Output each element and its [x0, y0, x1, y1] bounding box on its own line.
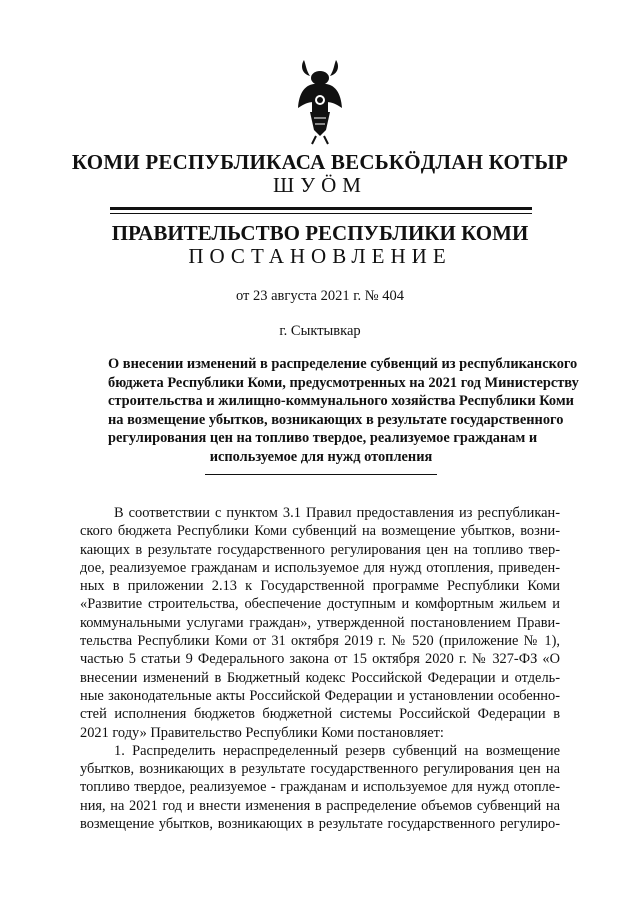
body-line: частью 5 статьи 9 Федерального закона от 15 октября 2020 г. № 327-ФЗ «О — [80, 651, 560, 668]
body-line: топливо твердое, реализуемое - гражданам и используемое для нужд отопле- — [80, 779, 560, 796]
subject-line: на возмещение убытков, возникающих в результате государственного — [108, 411, 564, 428]
body-line: ского бюджета Республики Коми субвенций на возмещение убытков, возни- — [80, 523, 560, 540]
body-line: кающих в результате государственного регулирования цен на топливо твер- — [80, 541, 560, 558]
subject-line: бюджета Республики Коми, предусмотренных на 2021 год Министерству — [108, 374, 579, 391]
body-line: В соответствии с пунктом 3.1 Правил предоставления из республикан- — [114, 505, 560, 521]
body-line: ных в приложении 2.13 к Государственной программе Республики Коми — [80, 578, 560, 595]
komi-government-title: КОМИ РЕСПУБЛИКАСА ВЕСЬКӦДЛАН КОТЫР — [71, 150, 569, 174]
document-date-number: от 23 августа 2021 г. № 404 — [235, 288, 405, 304]
document-subject — [108, 355, 579, 466]
body-line: возмещение убытков, возникающих в результате государственного регулиро- — [80, 816, 560, 833]
subject-line: строительства и жилищно-коммунального хозяйства Республики Коми — [108, 393, 574, 409]
subject-divider — [205, 474, 437, 475]
document-type: ПОСТАНОВЛЕНИЕ — [188, 244, 452, 268]
body-line: стей исполнения бюджетов бюджетной системы Российской Федерации в — [80, 706, 560, 723]
body-line: внесении изменений в Бюджетный кодекс Российской Федерации и отдель- — [80, 669, 560, 686]
komi-coat-of-arms-icon — [296, 56, 344, 146]
header-divider-thick — [110, 207, 532, 210]
subject-line: используемое для нужд отопления — [209, 448, 433, 465]
komi-document-type: ШУӦМ — [273, 173, 367, 197]
body-line: «Развитие строительства, обеспечение доступным и комфортным жильем и — [80, 596, 560, 613]
body-line: убытков, возникающих в результате государственного регулирования цен на — [80, 761, 560, 778]
body-line: тельства Республики Коми от 31 октября 2019 г. № 520 (приложение № 1), — [80, 633, 560, 650]
document-body — [80, 504, 560, 833]
government-title: ПРАВИТЕЛЬСТВО РЕСПУБЛИКИ КОМИ — [111, 221, 529, 245]
body-line: 2021 году» Правительство Республики Коми постановляет: — [80, 724, 444, 741]
subject-line: О внесении изменений в распределение субвенций из республиканского — [108, 356, 578, 372]
body-line: 1. Распределить нераспределенный резерв субвенций на возмещение — [114, 742, 560, 759]
body-line: дое, реализуемое гражданам и используемое для нужд отопления, приведен- — [80, 559, 560, 576]
document-city: г. Сыктывкар — [279, 323, 361, 339]
body-line: коммунальными услугами граждан», утвержденной постановлением Прави- — [80, 614, 560, 631]
subject-line: регулирования цен на топливо твердое, реализуемое гражданам и — [108, 430, 538, 446]
body-line: ния, на 2021 год и внести изменения в распределение объемов субвенций на — [80, 797, 560, 814]
body-line: ные законодательные акты Российской Федерации и установлении особенно- — [80, 687, 560, 704]
header-divider-thin — [110, 213, 532, 214]
